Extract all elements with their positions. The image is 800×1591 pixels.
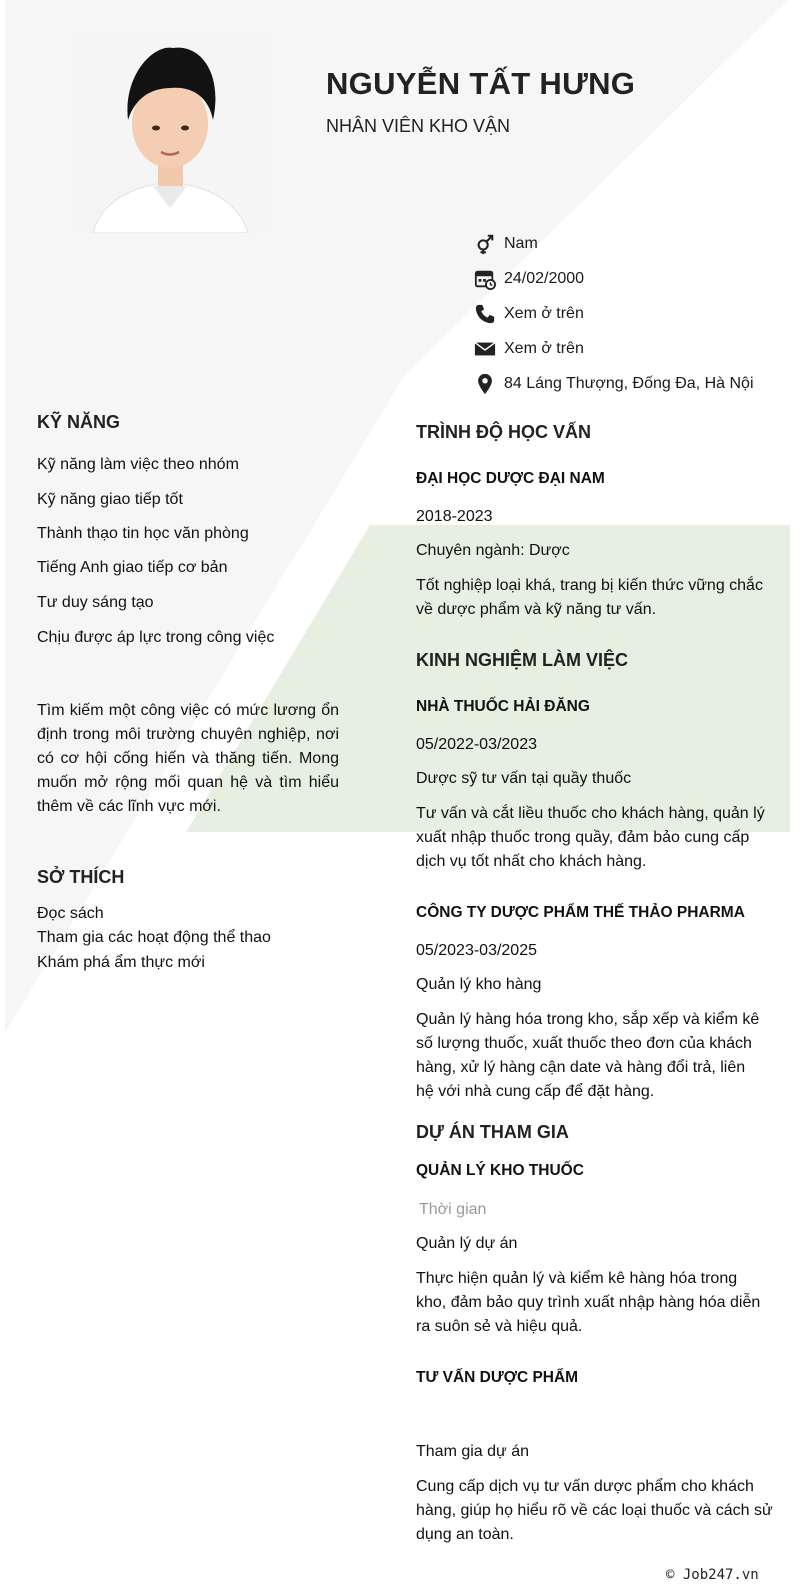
skill-item: Thành thạo tin học văn phòng bbox=[37, 525, 249, 542]
hobby-item: Tham gia các hoạt động thể thao bbox=[37, 929, 271, 946]
skill-item: Kỹ năng làm việc theo nhóm bbox=[37, 456, 239, 473]
email-icon bbox=[474, 338, 496, 360]
projects-heading: DỰ ÁN THAM GIA bbox=[416, 1122, 569, 1142]
skill-item: Chịu được áp lực trong công việc bbox=[37, 629, 275, 646]
skill-item: Tư duy sáng tạo bbox=[37, 594, 154, 611]
profile-photo bbox=[73, 36, 268, 233]
location-icon bbox=[474, 373, 496, 395]
project-role: Quản lý dự án bbox=[416, 1235, 518, 1252]
skills-heading: KỸ NĂNG bbox=[37, 412, 121, 432]
job-period: 05/2023-03/2025 bbox=[416, 942, 537, 959]
job-title: NHÂN VIÊN KHO VẬN bbox=[326, 116, 511, 136]
contact-value: Xem ở trên bbox=[504, 305, 584, 322]
education-description: Tốt nghiệp loại khá, trang bị kiến thức vững chắc về dược phẩm và kỹ năng tư vấn. bbox=[416, 577, 763, 618]
experience-heading: KINH NGHIỆM LÀM VIỆC bbox=[416, 650, 629, 670]
company-name: CÔNG TY DƯỢC PHẨM THẾ THẢO PHARMA bbox=[416, 904, 745, 921]
job-period: 05/2022-03/2023 bbox=[416, 736, 537, 753]
contact-value: Xem ở trên bbox=[504, 340, 584, 357]
job-position: Dược sỹ tư vấn tại quầy thuốc bbox=[416, 770, 632, 787]
contact-phone bbox=[474, 302, 764, 337]
contact-value: 24/02/2000 bbox=[504, 270, 585, 287]
school-name: ĐẠI HỌC DƯỢC ĐẠI NAM bbox=[416, 470, 605, 487]
project-description: Cung cấp dịch vụ tư vấn dược phẩm cho khách hàng, giúp họ hiểu rõ về các loại thuốc và cách sử dụng an toàn. bbox=[416, 1478, 773, 1543]
job-description: Quản lý hàng hóa trong kho, sắp xếp và kiểm kê số lượng thuốc, xuất thuốc theo đơn của khách hàng, xử lý hàng cận date và hàng đổi trả, liên hệ với nhà cung cấp để đặt hàng. bbox=[416, 1011, 760, 1100]
contact-gender bbox=[474, 232, 764, 267]
hobby-item: Đọc sách bbox=[37, 905, 104, 922]
contact-value: Nam bbox=[504, 235, 538, 252]
company-name: NHÀ THUỐC HẢI ĐĂNG bbox=[416, 698, 590, 715]
skill-item: Kỹ năng giao tiếp tốt bbox=[37, 491, 183, 508]
project-name: TƯ VẤN DƯỢC PHẨM bbox=[416, 1369, 579, 1386]
contact-value: 84 Láng Thượng, Đống Đa, Hà Nội bbox=[504, 375, 754, 392]
candidate-name: NGUYỄN TẤT HƯNG bbox=[326, 66, 636, 101]
project-description: Thực hiện quản lý và kiểm kê hàng hóa trong kho, đảm bảo quy trình xuất nhập hàng hóa diễn ra suôn sẻ và hiệu quả. bbox=[416, 1270, 761, 1335]
hobby-item: Khám phá ẩm thực mới bbox=[37, 954, 205, 971]
hobbies-heading: SỞ THÍCH bbox=[37, 867, 125, 887]
job-position: Quản lý kho hàng bbox=[416, 976, 542, 993]
contact-address bbox=[474, 372, 764, 396]
education-major: Chuyên ngành: Dược bbox=[416, 542, 570, 559]
calendar-icon bbox=[474, 268, 496, 290]
contact-info bbox=[474, 232, 764, 396]
phone-icon bbox=[474, 303, 496, 325]
career-objective: Tìm kiếm một công việc có mức lương ổn định trong môi trường chuyên nghiệp, nơi có cơ hội cống hiến và thăng tiến. Mong muốn mở rộng mối quan hệ và tìm hiểu thêm về các lĩnh vực mới. bbox=[37, 702, 339, 815]
project-role: Tham gia dự án bbox=[416, 1443, 529, 1460]
gender-icon bbox=[474, 233, 496, 255]
education-heading: TRÌNH ĐỘ HỌC VẤN bbox=[416, 422, 591, 442]
contact-birthday bbox=[474, 267, 764, 302]
footer-watermark: © Job247.vn bbox=[666, 1567, 759, 1583]
education-period: 2018-2023 bbox=[416, 508, 493, 525]
skill-item: Tiếng Anh giao tiếp cơ bản bbox=[37, 559, 228, 576]
project-time: Thời gian bbox=[419, 1201, 487, 1218]
job-description: Tư vấn và cắt liều thuốc cho khách hàng, quản lý xuất nhập thuốc trong quầy, đảm bảo cung cấp dịch vụ tốt nhất cho khách hàng. bbox=[416, 805, 765, 870]
contact-email bbox=[474, 337, 764, 372]
project-name: QUẢN LÝ KHO THUỐC bbox=[416, 1162, 584, 1179]
